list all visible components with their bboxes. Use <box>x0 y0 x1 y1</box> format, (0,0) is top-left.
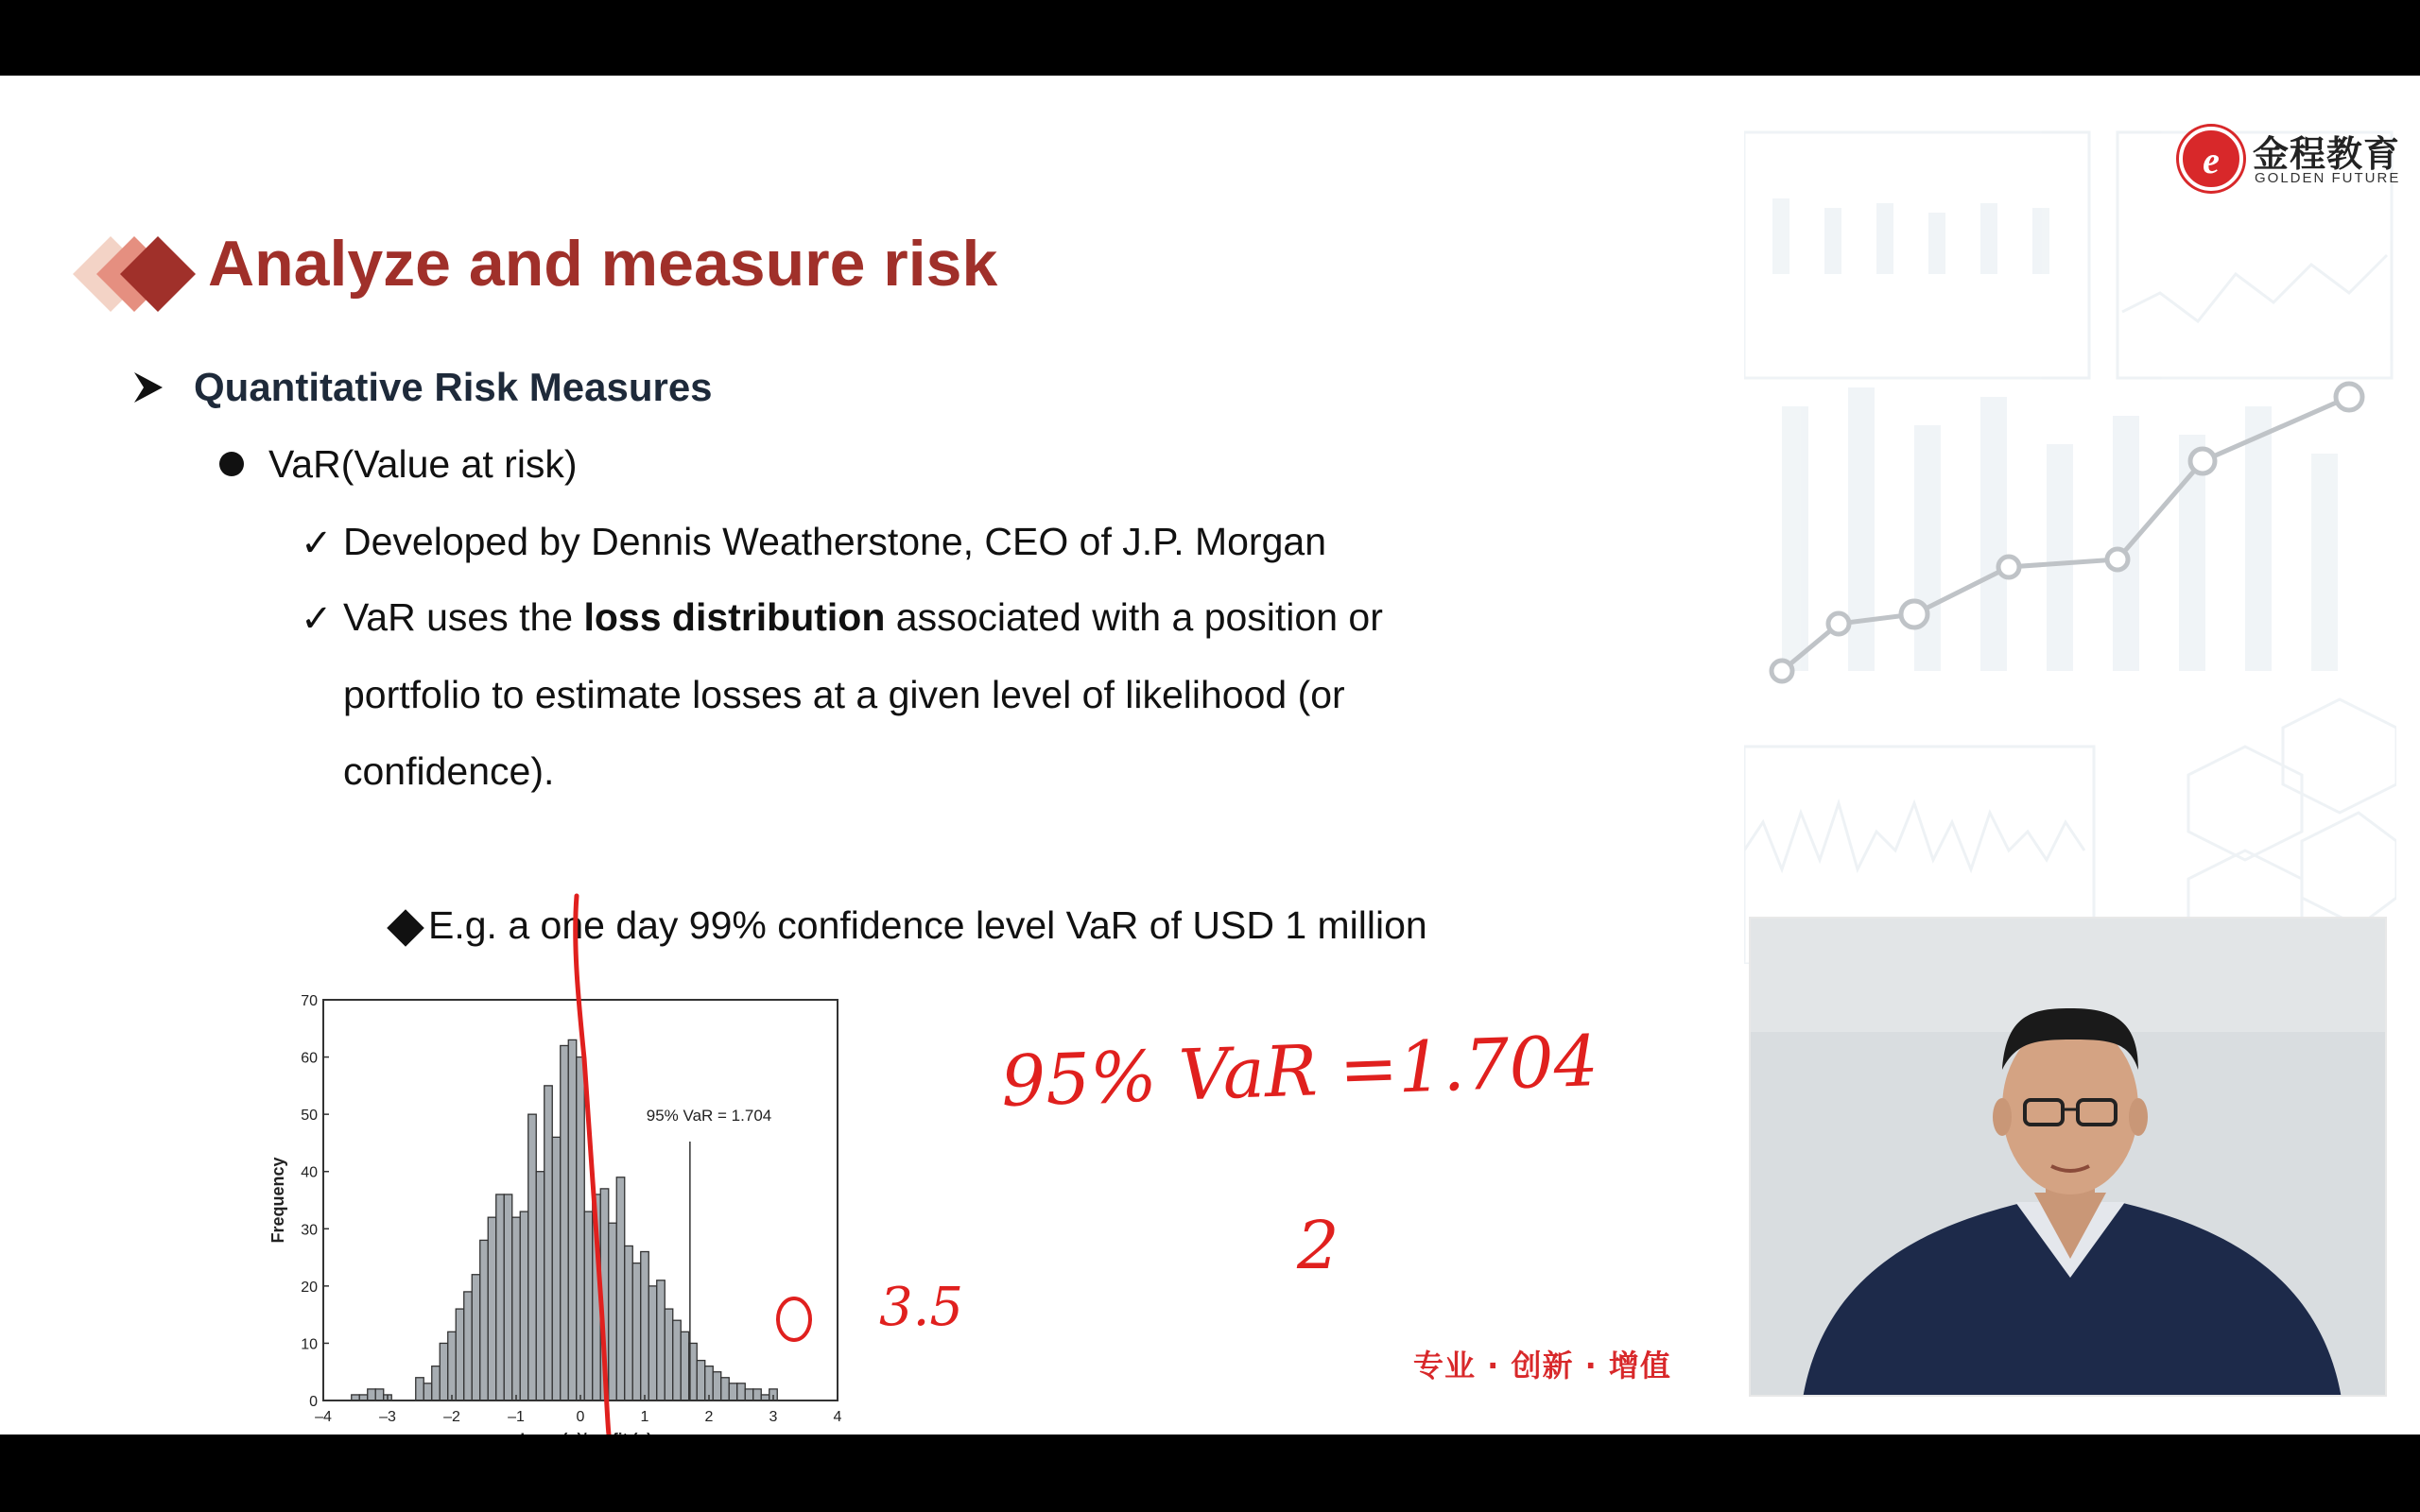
histogram-bar <box>600 1189 609 1400</box>
histogram-bar <box>464 1292 473 1400</box>
arrowhead-bullet-icon <box>130 369 164 406</box>
bottom-letterbox <box>0 1435 2420 1512</box>
x-tick-label: –4 <box>315 1409 332 1425</box>
histogram-bar <box>496 1194 505 1400</box>
histogram-bar <box>440 1343 448 1400</box>
title-diamonds-icon <box>68 227 200 340</box>
histogram-bar <box>632 1263 641 1400</box>
histogram-bar <box>456 1309 464 1400</box>
histogram-bar <box>375 1389 384 1400</box>
histogram-bar <box>697 1361 705 1400</box>
presentation-slide <box>0 76 2420 1435</box>
top-letterbox <box>0 0 2420 76</box>
y-tick-label: 60 <box>301 1050 318 1067</box>
histogram-bar <box>432 1366 441 1400</box>
histogram-bar <box>424 1383 432 1400</box>
histogram-bar <box>584 1211 593 1400</box>
check-icon: ✓ <box>301 522 333 565</box>
golden-future-logo <box>2179 121 2401 197</box>
handwritten-three-five: 3.5 <box>879 1277 964 1338</box>
histogram-bar <box>745 1389 753 1400</box>
x-tick-label: 1 <box>640 1409 649 1425</box>
histogram-bar <box>528 1114 537 1400</box>
histogram-bar <box>665 1309 673 1400</box>
x-tick-label: 0 <box>576 1409 585 1425</box>
histogram-bar <box>368 1389 376 1400</box>
y-tick-label: 30 <box>301 1222 318 1239</box>
background-infographic <box>1744 123 2396 964</box>
histogram-bar <box>512 1217 521 1400</box>
histogram-bar <box>536 1172 544 1400</box>
point-loss-distribution: VaR uses the loss distribution associated with a position or <box>343 595 1383 639</box>
histogram-bar <box>577 1057 585 1400</box>
handwritten-two: 2 <box>1297 1207 1340 1284</box>
example-text: E.g. a one day 99% confidence level VaR of USD 1 million <box>428 903 1427 947</box>
logo-name-cn: 金程教育 <box>2253 133 2401 175</box>
check-icon: ✓ <box>301 597 333 641</box>
histogram-bar <box>729 1383 737 1400</box>
histogram-bar <box>681 1332 689 1400</box>
histogram-bar <box>737 1383 746 1400</box>
histogram-bar <box>593 1194 601 1400</box>
y-tick-label: 70 <box>301 993 318 1009</box>
histogram-bar <box>488 1217 496 1400</box>
histogram-bar <box>480 1240 489 1400</box>
histogram-bar <box>448 1332 457 1400</box>
logo-name-en: GOLDEN FUTURE <box>2255 170 2401 186</box>
x-tick-label: –2 <box>443 1409 460 1425</box>
point-loss-distribution-line2: portfolio to estimate losses at a given level of likelihood (or <box>343 673 1345 716</box>
histogram-bar <box>544 1086 553 1400</box>
histogram-bar <box>416 1378 424 1400</box>
logo-mark-icon: e <box>2179 127 2243 191</box>
histogram-bar <box>568 1040 577 1400</box>
histogram-bar <box>552 1137 561 1400</box>
slide-title: Analyze and measure risk <box>208 228 998 300</box>
histogram-bar <box>648 1286 657 1400</box>
histogram-bar <box>520 1211 528 1400</box>
histogram-bar <box>641 1252 649 1400</box>
histogram-bar <box>753 1389 762 1400</box>
company-slogan: 专业 · 创新 · 增值 <box>1413 1348 1671 1383</box>
presenter-webcam <box>1749 917 2387 1397</box>
histogram-bar <box>472 1275 480 1400</box>
point-developed-by: Developed by Dennis Weatherstone, CEO of J.P. Morgan <box>343 520 1326 563</box>
y-tick-label: 40 <box>301 1164 318 1181</box>
chart-var-annotation: 95% VaR = 1.704 <box>646 1107 772 1125</box>
histogram-bar <box>625 1246 633 1400</box>
histogram-bar <box>609 1223 617 1400</box>
x-tick-label: 3 <box>769 1409 778 1425</box>
x-tick-label: –3 <box>379 1409 396 1425</box>
x-tick-label: 2 <box>704 1409 714 1425</box>
histogram-bar <box>673 1320 682 1400</box>
histogram-bar <box>657 1280 666 1400</box>
chart-ylabel: Frequency <box>268 1157 287 1244</box>
x-tick-label: 4 <box>833 1409 842 1425</box>
y-tick-label: 10 <box>301 1336 318 1353</box>
histogram-bar <box>713 1372 721 1400</box>
y-tick-label: 50 <box>301 1108 318 1125</box>
point-loss-distribution-line3: confidence). <box>343 749 555 793</box>
round-bullet-icon <box>219 452 244 476</box>
histogram-bar <box>561 1045 569 1400</box>
handwritten-var-note: 95% VaR =1.704 <box>999 1020 1600 1123</box>
histogram-bar <box>504 1194 512 1400</box>
presenter-video-frame <box>1751 919 2387 1397</box>
y-tick-label: 0 <box>309 1394 318 1410</box>
histogram-bar <box>616 1177 625 1400</box>
loss-distribution-histogram <box>255 898 860 1435</box>
bullet-var: VaR(Value at risk) <box>268 442 578 486</box>
histogram-bar <box>721 1378 730 1400</box>
x-tick-label: –1 <box>508 1409 525 1425</box>
y-tick-label: 20 <box>301 1279 318 1296</box>
section-heading: Quantitative Risk Measures <box>194 365 713 409</box>
